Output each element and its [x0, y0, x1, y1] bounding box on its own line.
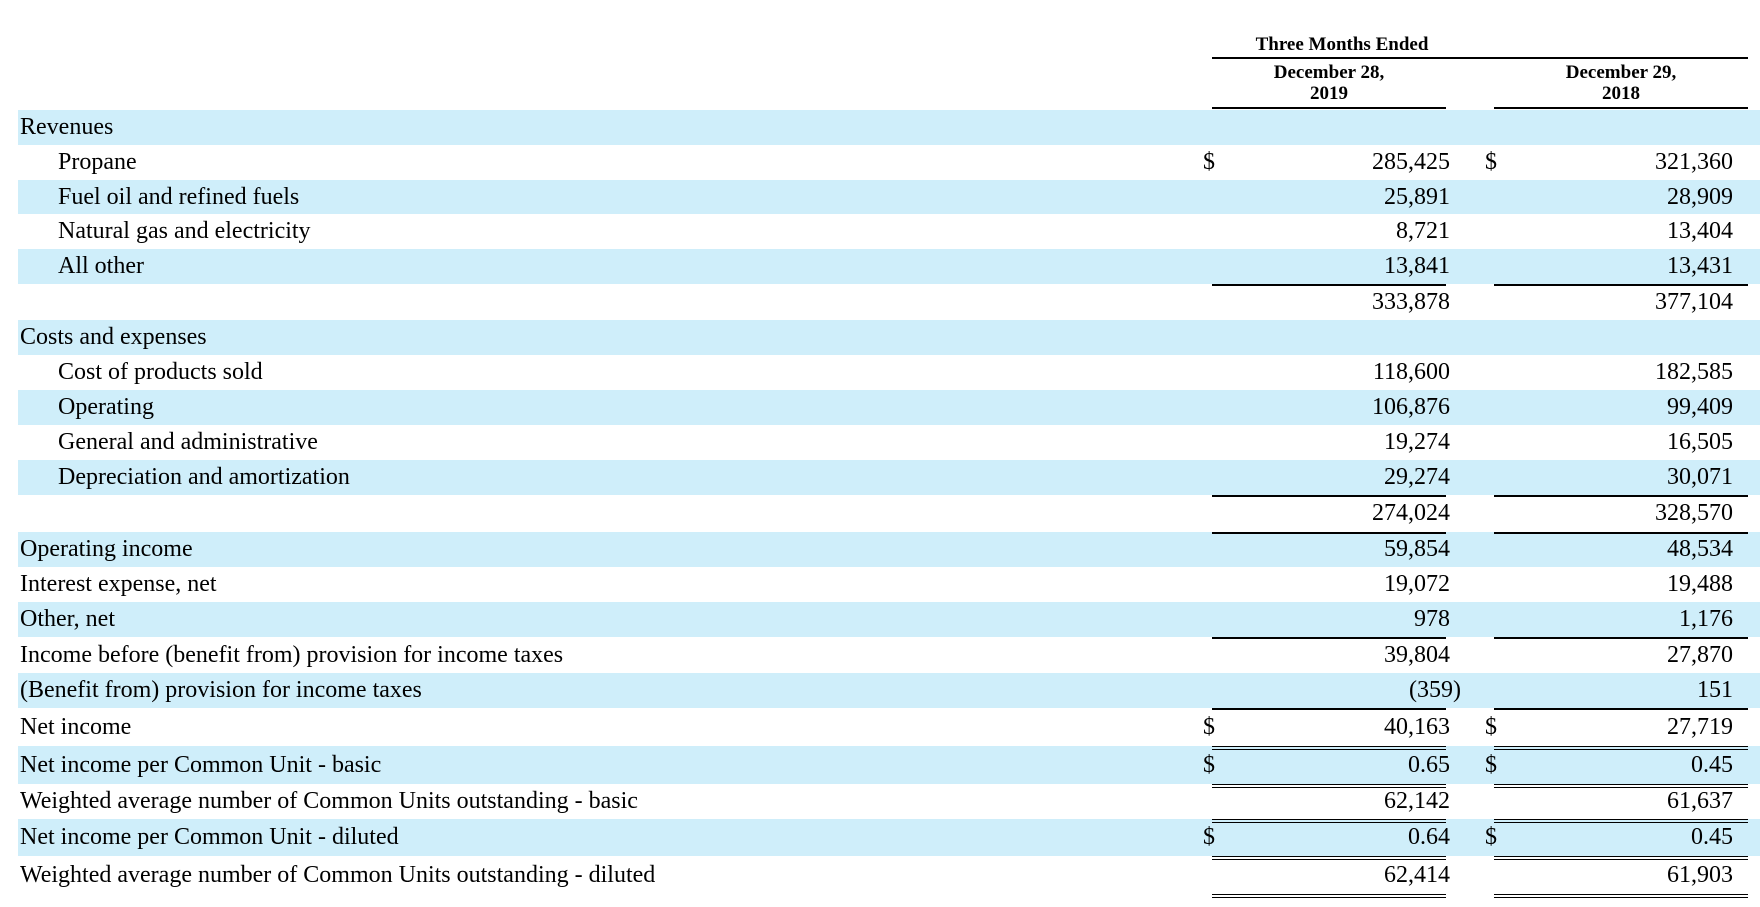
table-row — [18, 746, 1760, 784]
table-row — [18, 495, 1760, 532]
value-2018: 99,409 — [1667, 394, 1733, 420]
total-rule-costs-col1 — [1212, 532, 1446, 534]
value-2018: 1,176 — [1679, 606, 1733, 632]
double-rule-eps-diluted-col2 — [1494, 856, 1748, 860]
value-2019: 274,024 — [1372, 500, 1450, 526]
value-2019: 40,163 — [1384, 714, 1450, 740]
table-row — [18, 425, 1760, 460]
table-row — [18, 673, 1760, 708]
value-2019: 59,854 — [1384, 536, 1450, 562]
currency-symbol: $ — [1485, 714, 1497, 740]
value-2019: 333,878 — [1372, 289, 1450, 315]
subtotal-rule-revenues-col1 — [1212, 284, 1446, 286]
table-row — [18, 355, 1760, 390]
value-2018: 27,870 — [1667, 642, 1733, 668]
value-2018: 182,585 — [1655, 359, 1733, 385]
total-rule-costs-col2 — [1494, 532, 1748, 534]
row-label: Operating — [58, 394, 154, 420]
column-header-2019-date: December 28, — [1273, 62, 1385, 83]
table-row — [18, 214, 1760, 249]
period-header: Three Months Ended — [1255, 34, 1429, 55]
value-2018: 48,534 — [1667, 536, 1733, 562]
currency-symbol: $ — [1203, 752, 1215, 778]
row-label: Natural gas and electricity — [58, 218, 311, 244]
table-row — [18, 249, 1760, 284]
row-label: Income before (benefit from) provision for income taxes — [20, 642, 564, 668]
column-header-2018-year: 2018 — [1602, 83, 1640, 104]
currency-symbol: $ — [1485, 149, 1497, 175]
value-2019: (359) — [1409, 677, 1461, 703]
row-label: Other, net — [20, 606, 116, 632]
row-label: Weighted average number of Common Units outstanding - basic — [20, 788, 638, 814]
rule-tax-col2 — [1494, 708, 1748, 710]
row-label: Costs and expenses — [20, 324, 207, 350]
rule-tax-col1 — [1212, 708, 1446, 710]
value-2019: 8,721 — [1396, 218, 1450, 244]
value-2019: 19,072 — [1384, 571, 1450, 597]
value-2018: 61,903 — [1667, 862, 1733, 888]
row-label: Net income — [20, 714, 132, 740]
value-2019: 19,274 — [1384, 429, 1450, 455]
double-rule-units-basic-col1 — [1212, 819, 1446, 823]
double-rule-eps-basic-col1 — [1212, 784, 1446, 788]
row-label: General and administrative — [58, 429, 318, 455]
table-row — [18, 284, 1760, 320]
row-label: Weighted average number of Common Units outstanding - diluted — [20, 862, 656, 888]
value-2018: 328,570 — [1655, 500, 1733, 526]
row-label: Propane — [58, 149, 137, 175]
row-label: Revenues — [20, 114, 114, 140]
table-row — [18, 460, 1760, 495]
value-2019: 62,142 — [1384, 788, 1450, 814]
double-rule-net-income-col1 — [1212, 746, 1446, 750]
rule-other-net-col1 — [1212, 637, 1446, 639]
currency-symbol: $ — [1203, 824, 1215, 850]
value-2018: 27,719 — [1667, 714, 1733, 740]
table-row — [18, 180, 1760, 214]
currency-symbol: $ — [1485, 824, 1497, 850]
double-rule-eps-diluted-col1 — [1212, 856, 1446, 860]
row-label: Net income per Common Unit - basic — [20, 752, 382, 778]
currency-symbol: $ — [1485, 752, 1497, 778]
table-row — [18, 532, 1760, 567]
value-2018: 0.45 — [1691, 752, 1733, 778]
period-header-rule — [1212, 57, 1748, 59]
table-row — [18, 567, 1760, 602]
column-header-2019 — [1212, 62, 1446, 104]
value-2018: 0.45 — [1691, 824, 1733, 850]
value-2019: 39,804 — [1384, 642, 1450, 668]
value-2019: 118,600 — [1372, 359, 1450, 385]
subtotal-rule-revenues-col2 — [1494, 284, 1748, 286]
value-2018: 30,071 — [1667, 464, 1733, 490]
row-label: Net income per Common Unit - diluted — [20, 824, 399, 850]
value-2018: 61,637 — [1667, 788, 1733, 814]
value-2019: 25,891 — [1384, 184, 1450, 210]
table-row — [18, 320, 1760, 355]
value-2019: 285,425 — [1372, 149, 1450, 175]
row-label: Interest expense, net — [20, 571, 217, 597]
column-header-2018 — [1494, 62, 1748, 104]
value-2018: 13,431 — [1667, 253, 1733, 279]
table-row — [18, 637, 1760, 673]
row-label: Depreciation and amortization — [58, 464, 350, 490]
table-row — [18, 145, 1760, 180]
row-label: Cost of products sold — [58, 359, 263, 385]
value-2019: 0.64 — [1408, 824, 1450, 850]
value-2018: 151 — [1697, 677, 1733, 703]
column-header-2019-rule — [1212, 107, 1446, 109]
double-rule-units-basic-col2 — [1494, 819, 1748, 823]
table-row — [18, 819, 1760, 856]
column-header-2018-date: December 29, — [1565, 62, 1677, 83]
value-2018: 377,104 — [1655, 289, 1733, 315]
value-2019: 106,876 — [1372, 394, 1450, 420]
double-rule-units-diluted-col1 — [1212, 894, 1446, 898]
double-rule-eps-basic-col2 — [1494, 784, 1748, 788]
value-2018: 321,360 — [1655, 149, 1733, 175]
rule-other-net-col2 — [1494, 637, 1748, 639]
double-rule-units-diluted-col2 — [1494, 894, 1748, 898]
value-2018: 19,488 — [1667, 571, 1733, 597]
value-2019: 978 — [1414, 606, 1450, 632]
value-2019: 13,841 — [1384, 253, 1450, 279]
row-label: (Benefit from) provision for income taxes — [20, 677, 422, 703]
value-2018: 28,909 — [1667, 184, 1733, 210]
column-header-2019-year: 2019 — [1310, 83, 1348, 104]
table-row — [18, 602, 1760, 637]
table-row — [18, 390, 1760, 425]
value-2018: 16,505 — [1667, 429, 1733, 455]
value-2019: 29,274 — [1384, 464, 1450, 490]
table-row — [18, 110, 1760, 145]
row-label: All other — [58, 253, 144, 279]
table-row — [18, 856, 1760, 894]
column-header-2018-rule — [1494, 107, 1748, 109]
currency-symbol: $ — [1203, 714, 1215, 740]
row-label: Fuel oil and refined fuels — [58, 184, 300, 210]
subtotal-rule-costs-col1 — [1212, 495, 1446, 497]
currency-symbol: $ — [1203, 149, 1215, 175]
table-row — [18, 784, 1760, 819]
table-row — [18, 708, 1760, 746]
value-2019: 62,414 — [1384, 862, 1450, 888]
subtotal-rule-costs-col2 — [1494, 495, 1748, 497]
value-2018: 13,404 — [1667, 218, 1733, 244]
double-rule-net-income-col2 — [1494, 746, 1748, 750]
value-2019: 0.65 — [1408, 752, 1450, 778]
row-label: Operating income — [20, 536, 193, 562]
